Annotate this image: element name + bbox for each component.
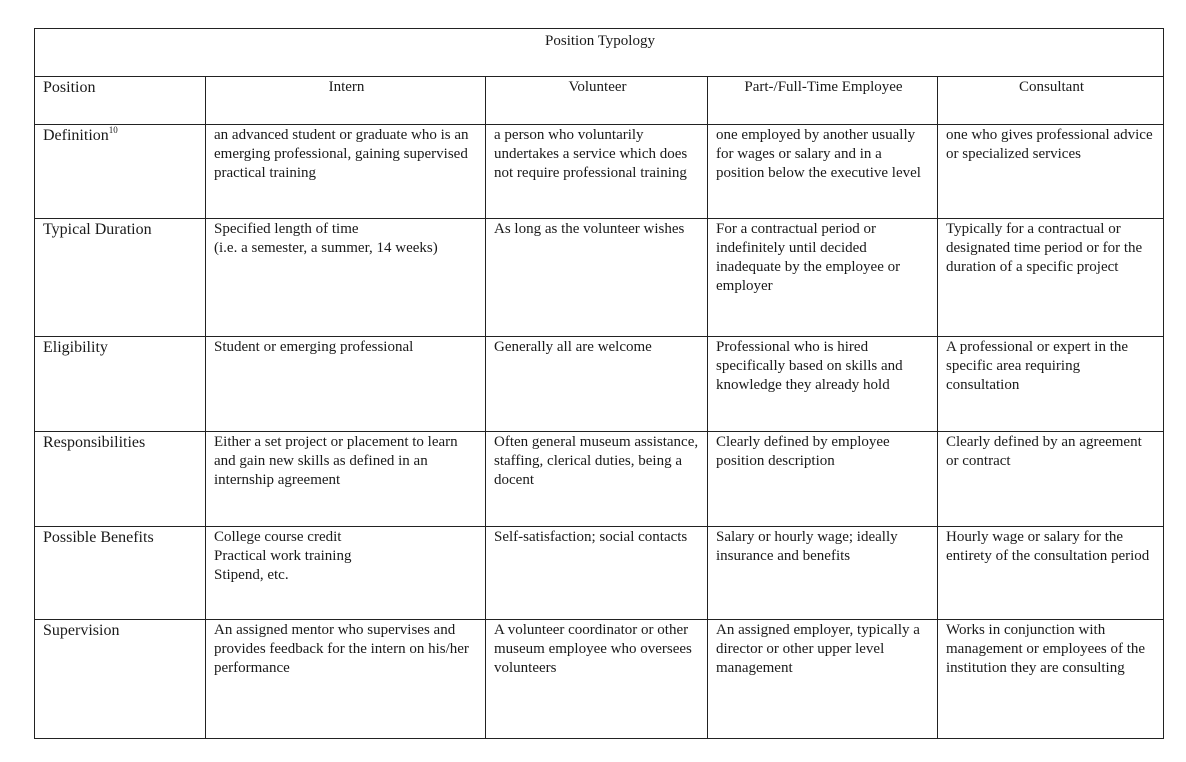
row-label-possible-benefits: Possible Benefits: [35, 527, 206, 620]
title-row: [35, 29, 1164, 77]
table-row-supervision: [35, 620, 1164, 739]
footnote-marker: 10: [108, 125, 118, 135]
cell-definition-volunteer: a person who voluntarily undertakes a service which does not require professional training: [486, 125, 708, 219]
cell-duration-intern: Specified length of time (i.e. a semester, a summer, 14 weeks): [206, 219, 486, 337]
row-label-eligibility: Eligibility: [35, 337, 206, 432]
cell-benefits-intern: College course credit Practical work training Stipend, etc.: [206, 527, 486, 620]
table-title: Position Typology: [35, 29, 1164, 77]
cell-responsibilities-consultant: Clearly defined by an agreement or contract: [938, 432, 1164, 527]
cell-supervision-intern: An assigned mentor who supervises and provides feedback for the intern on his/her performance: [206, 620, 486, 739]
table-row-possible-benefits: [35, 527, 1164, 620]
cell-duration-consultant: Typically for a contractual or designated time period or for the duration of a specific project: [938, 219, 1164, 337]
cell-eligibility-volunteer: Generally all are welcome: [486, 337, 708, 432]
cell-eligibility-employee: Professional who is hired specifically based on skills and knowledge they already hold: [708, 337, 938, 432]
row-label-typical-duration: Typical Duration: [35, 219, 206, 337]
row-label-responsibilities: Responsibilities: [35, 432, 206, 527]
position-typology-table: [34, 28, 1164, 739]
row-label-text: Definition: [43, 127, 109, 144]
cell-benefits-consultant: Hourly wage or salary for the entirety of the consultation period: [938, 527, 1164, 620]
cell-responsibilities-intern: Either a set project or placement to learn and gain new skills as defined in an internship agreement: [206, 432, 486, 527]
column-header-consultant: Consultant: [938, 77, 1164, 125]
table-row-responsibilities: [35, 432, 1164, 527]
cell-responsibilities-volunteer: Often general museum assistance, staffing, clerical duties, being a docent: [486, 432, 708, 527]
header-row: [35, 77, 1164, 125]
cell-eligibility-consultant: A professional or expert in the specific area requiring consultation: [938, 337, 1164, 432]
cell-definition-employee: one employed by another usually for wages or salary and in a position below the executive level: [708, 125, 938, 219]
table-row-definition: [35, 125, 1164, 219]
cell-definition-consultant: one who gives professional advice or specialized services: [938, 125, 1164, 219]
cell-responsibilities-employee: Clearly defined by employee position description: [708, 432, 938, 527]
cell-benefits-volunteer: Self-satisfaction; social contacts: [486, 527, 708, 620]
column-header-volunteer: Volunteer: [486, 77, 708, 125]
cell-supervision-consultant: Works in conjunction with management or employees of the institution they are consulting: [938, 620, 1164, 739]
cell-duration-volunteer: As long as the volunteer wishes: [486, 219, 708, 337]
cell-eligibility-intern: Student or emerging professional: [206, 337, 486, 432]
cell-duration-employee: For a contractual period or indefinitely until decided inadequate by the employee or employer: [708, 219, 938, 337]
cell-supervision-employee: An assigned employer, typically a director or other upper level management: [708, 620, 938, 739]
row-label-supervision: Supervision: [35, 620, 206, 739]
table-row-typical-duration: [35, 219, 1164, 337]
cell-supervision-volunteer: A volunteer coordinator or other museum employee who oversees volunteers: [486, 620, 708, 739]
table-row-eligibility: [35, 337, 1164, 432]
cell-benefits-employee: Salary or hourly wage; ideally insurance and benefits: [708, 527, 938, 620]
column-header-intern: Intern: [206, 77, 486, 125]
header-row-label: Position: [35, 77, 206, 125]
column-header-employee: Part-/Full-Time Employee: [708, 77, 938, 125]
row-label-definition: [35, 125, 206, 219]
cell-definition-intern: an advanced student or graduate who is an emerging professional, gaining supervised practical training: [206, 125, 486, 219]
